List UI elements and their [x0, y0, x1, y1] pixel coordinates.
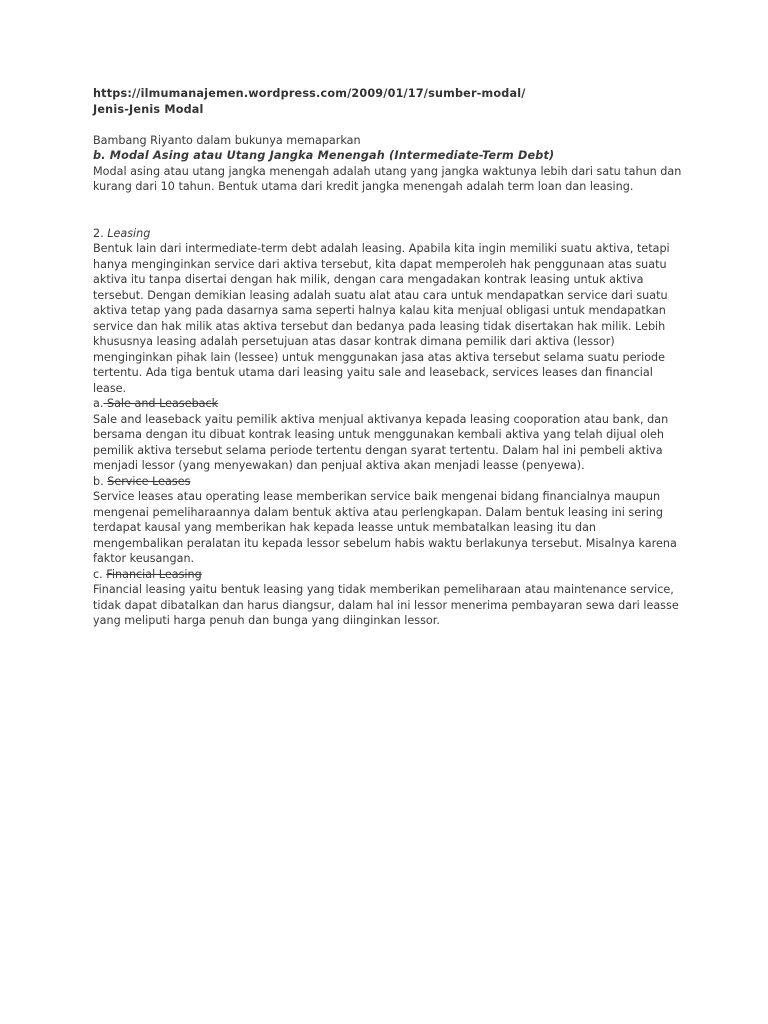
leasing-title: Leasing [107, 226, 151, 240]
document-page [93, 86, 683, 629]
spacer [93, 195, 683, 226]
item-b-heading [93, 474, 683, 490]
leasing-body: Bentuk lain dari intermediate-term debt adalah leasing. Apabila kita ingin memiliki suatu aktiva, tetapi hanya menginginkan service dari aktiva tersebut, kita dapat memperoleh hak penggunaan atas suatu aktiva itu tanpa disertai dengan hak milik, dengan cara mengadakan kontrak leasing untuk aktiva tersebut. Dengan demikian leasing adalah suatu alat atau cara untuk mendapatkan service dari suatu aktiva tetap yang pada dasarnya sama seperti halnya kalau kita menjual obligasi untuk mendapatkan service dan hak milik atas aktiva tersebut dan bedanya pada leasing tidak disertakan hak milik. Lebih khususnya leasing adalah persetujuan atas dasar kontrak dimana pemilik dari aktiva (lessor) menginginkan pihak lain (lessee) untuk menggunakan jasa atas aktiva tersebut selama suatu periode tertentu. Ada tiga bentuk utama dari leasing yaitu sale and leaseback, services leases dan financial lease. [93, 242, 670, 395]
item-c-title: Financial Leasing [106, 567, 202, 581]
item-b-body: Service leases atau operating lease memberikan service baik mengenai bidang financialnya maupun mengenai pemeliharaannya dalam bentuk aktiva atau perlengkapan. Dalam bentuk leasing ini sering terdapat kausal yang memberikan hak kepada leasse untuk membatalkan leasing itu dan mengembalikan peralatan itu kepada lessor sebelum habis waktu berlakunya tersebut. Misalnya karena faktor keusangan. [93, 490, 677, 565]
item-a-title: Sale and Leaseback [103, 397, 219, 410]
item-c-heading [93, 567, 683, 583]
item-a-heading [93, 396, 683, 412]
section-b-body: Modal asing atau utang jangka menengah adalah utang yang jangka waktunya lebih dari satu tahun dan kurang dari 10 tahun. Bentuk utama dari kredit jangka menengah adalah term loan dan leasing. [93, 164, 682, 193]
item-b-title: Service Leases [107, 474, 191, 488]
item-b-prefix: b. [93, 474, 108, 488]
source-url[interactable]: https://ilmumanajemen.wordpress.com/2009/01/17/sumber-modal/ [93, 87, 526, 100]
intro-text: Bambang Riyanto dalam bukunya memaparkan [93, 133, 361, 147]
item-c-prefix: c. [93, 567, 107, 581]
item-a-prefix: a. [93, 397, 104, 410]
source-title: Jenis-Jenis Modal [93, 102, 204, 116]
leasing-number: 2. [93, 226, 104, 240]
section-b-title: b. Modal Asing atau Utang Jangka Menengah (Intermediate-Term Debt) [93, 149, 555, 162]
leasing-heading [93, 226, 683, 242]
item-a-body: Sale and leaseback yaitu pemilik aktiva menjual aktivanya kepada leasing cooporation atau bank, dan bersama dengan itu dibuat kontrak leasing untuk menggunakan kembali aktiva yang telah dijual oleh pemilik aktiva tersebut selama periode tertentu dengan syarat tertentu. Dalam hal ini pembeli aktiva menjadi lessor (yang menyewakan) dan penjual aktiva akan menjadi leasse (penyewa). [93, 412, 669, 472]
spacer [93, 117, 683, 133]
item-c-body: Financial leasing yaitu bentuk leasing yang tidak memberikan pemeliharaan atau maintenance service, tidak dapat dibatalkan dan harus diangsur, dalam hal ini lessor menerima pembayaran sewa dari leasse yang meliputi harga penuh dan bunga yang diinginkan lessor. [93, 583, 679, 627]
